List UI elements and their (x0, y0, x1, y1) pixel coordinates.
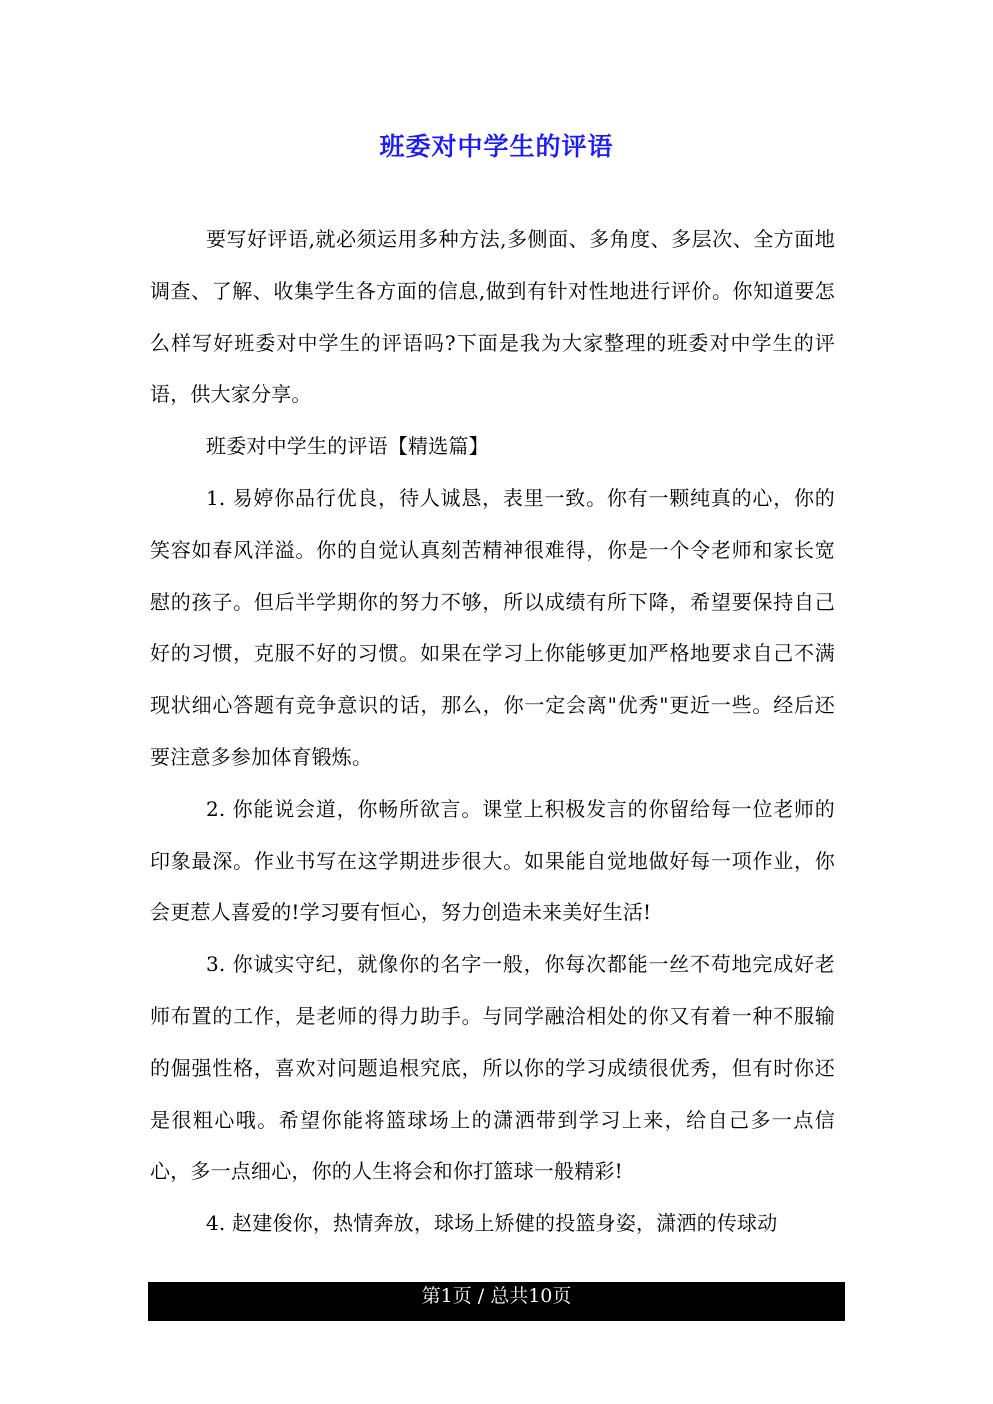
document-title: 班委对中学生的评语 (379, 132, 614, 161)
intro-paragraph: 要写好评语,就必须运用多种方法,多侧面、多角度、多层次、全方面地调查、了解、收集学生各方面的信息,做到有针对性地进行评价。你知道要怎么样写好班委对中学生的评语吗?下面是我为大家整理的班委对中学生的评语，供大家分享。 (150, 227, 835, 407)
page-footer (148, 1282, 845, 1321)
comment-paragraph-4: 4. 赵建俊你，热情奔放，球场上矫健的投篮身姿，潇洒的传球动 (206, 1211, 778, 1236)
document-body (150, 214, 835, 1250)
page-indicator: 第1页 / 总共10页 (421, 1285, 572, 1307)
comment-paragraph-2: 2. 你能说会道，你畅所欲言。课堂上积极发言的你留给每一位老师的印象最深。作业书写在这学期进步很大。如果能自觉地做好每一项作业，你会更惹人喜爱的!学习要有恒心，努力创造未来美好生活! (150, 796, 835, 925)
comment-paragraph-3: 3. 你诚实守纪，就像你的名字一般，你每次都能一丝不苟地完成好老师布置的工作，是老师的得力助手。与同学融洽相处的你又有着一种不服输的倔强性格，喜欢对问题追根究底，所以你的学习成绩很优秀，但有时你还是很粗心哦。希望你能将篮球场上的潇洒带到学习上来，给自己多一点信心，多一点细心，你的人生将会和你打篮球一般精彩! (150, 952, 835, 1184)
section-heading: 班委对中学生的评语【精选篇】 (206, 434, 489, 459)
comment-paragraph-1: 1. 易婷你品行优良，待人诚恳，表里一致。你有一颗纯真的心，你的笑容如春风洋溢。你的自觉认真刻苦精神很难得，你是一个令老师和家长宽慰的孩子。但后半学期你的努力不够，所以成绩有所下降，希望要保持自己好的习惯，克服不好的习惯。如果在学习上你能够更加严格地要求自己不满现状细心答题有竞争意识的话，那么，你一定会离"优秀"更近一些。经后还要注意多参加体育锻炼。 (150, 485, 835, 769)
